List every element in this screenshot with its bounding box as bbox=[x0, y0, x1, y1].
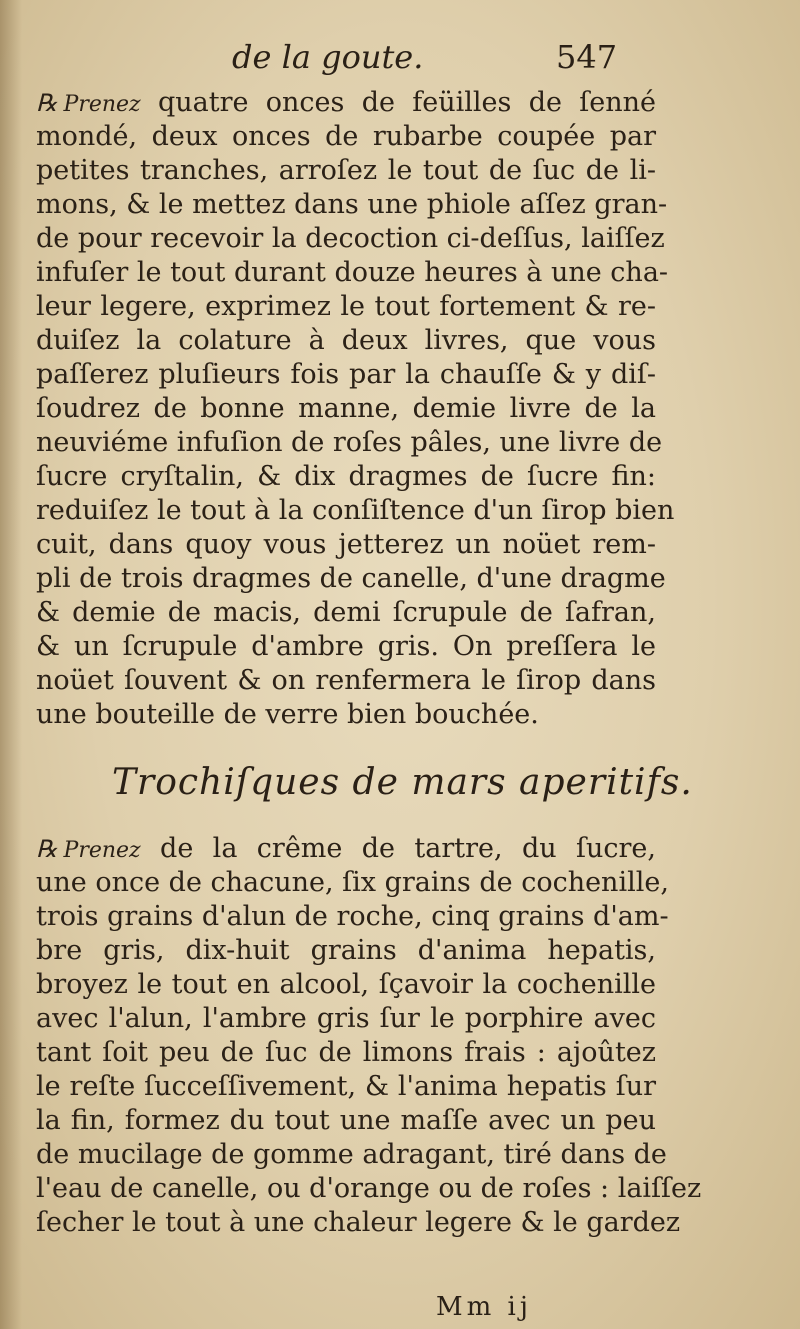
recipe-1-line: leur legere, exprimez le tout fortement & re- bbox=[36, 291, 656, 322]
recipe-2-line: ſecher le tout à une chaleur legere & le gardez bbox=[36, 1207, 681, 1238]
recipe-1-line: ſucre cryſtalin, & dix dragmes de ſucre fin: bbox=[36, 461, 656, 492]
recipe-1-line: & demie de macis, demi ſcrupule de ſafran, bbox=[36, 597, 656, 628]
recipe-1-line: mons, & le mettez dans une phiole aſſez gran- bbox=[36, 189, 668, 220]
recipe-1-line: paſſerez pluſieurs fois par la chauſſe & y diſ- bbox=[36, 359, 656, 390]
recipe-2-line-text: de la crême de tartre, du ſucre, bbox=[160, 833, 656, 864]
recipe-1-line: cuit, dans quoy vous jetterez un noüet rem- bbox=[36, 529, 656, 560]
recipe-2-line: la fin, formez du tout une maſſe avec un peu bbox=[36, 1105, 656, 1136]
section-heading: Trochiſques de mars aperitifs. bbox=[112, 762, 693, 803]
recipe-1-line bbox=[36, 86, 656, 120]
recipe-1-paragraph bbox=[36, 86, 675, 732]
page-number: 547 bbox=[556, 38, 618, 76]
recipe-1-line: & un ſcrupule d'ambre gris. On preſſera le bbox=[36, 631, 656, 662]
recipe-symbol-icon: ℞ bbox=[36, 835, 58, 863]
recipe-2-line: le reſte ſucceſſivement, & l'anima hepatis ſur bbox=[36, 1071, 656, 1102]
recipe-1-line: duiſez la colature à deux livres, que vous bbox=[36, 325, 656, 356]
recipe-2-line bbox=[36, 832, 656, 866]
recipe-1-line: ſoudrez de bonne manne, demie livre de la bbox=[36, 393, 656, 424]
recipe-2-line: trois grains d'alun de roche, cinq grains d'am- bbox=[36, 901, 669, 932]
running-head bbox=[0, 38, 800, 82]
recipe-1-line: petites tranches, arroſez le tout de ſuc de li- bbox=[36, 155, 656, 186]
recipe-2-line: avec l'alun, l'ambre gris ſur le porphire avec bbox=[36, 1003, 656, 1034]
recipe-1-line-text: quatre onces de feüilles de ſenné bbox=[157, 87, 657, 118]
recipe-1-line: reduiſez le tout à la conſiſtence d'un ſirop bien bbox=[36, 495, 675, 526]
recipe-1-line: noüet ſouvent & on renfermera le ſirop dans bbox=[36, 665, 656, 696]
recipe-1-line: pli de trois dragmes de canelle, d'une dragme bbox=[36, 563, 666, 594]
recipe-1-lead-word: Prenez bbox=[63, 92, 141, 117]
recipe-symbol-icon: ℞ bbox=[36, 89, 58, 117]
signature-mark: Mm ij bbox=[436, 1292, 532, 1322]
recipe-2-line: broyez le tout en alcool, ſçavoir la cochenille bbox=[36, 969, 656, 1000]
recipe-2-line: une once de chacune, ſix grains de cochenille, bbox=[36, 867, 669, 898]
recipe-2-paragraph bbox=[36, 832, 702, 1240]
recipe-1-line: mondé, deux onces de rubarbe coupée par bbox=[36, 121, 656, 152]
recipe-1-line: une bouteille de verre bien bouchée. bbox=[36, 699, 539, 730]
recipe-2-line: bre gris, dix-huit grains d'anima hepatis, bbox=[36, 935, 656, 966]
recipe-1-line: de pour recevoir la decoction ci-deſſus, laiſſez bbox=[36, 223, 665, 254]
recipe-2-line: de mucilage de gomme adragant, tiré dans de bbox=[36, 1139, 667, 1170]
recipe-2-line: l'eau de canelle, ou d'orange ou de roſes : laiſſez bbox=[36, 1173, 702, 1204]
running-head-title: de la goute. bbox=[232, 38, 424, 76]
recipe-2-lead-word: Prenez bbox=[63, 838, 141, 863]
recipe-2-line: tant ſoit peu de ſuc de limons frais : ajoûtez bbox=[36, 1037, 656, 1068]
page-gutter-shadow bbox=[0, 0, 22, 1329]
recipe-1-line: neuviéme infuſion de roſes pâles, une livre de bbox=[36, 427, 663, 458]
recipe-1-line: infuſer le tout durant douze heures à une cha- bbox=[36, 257, 669, 288]
